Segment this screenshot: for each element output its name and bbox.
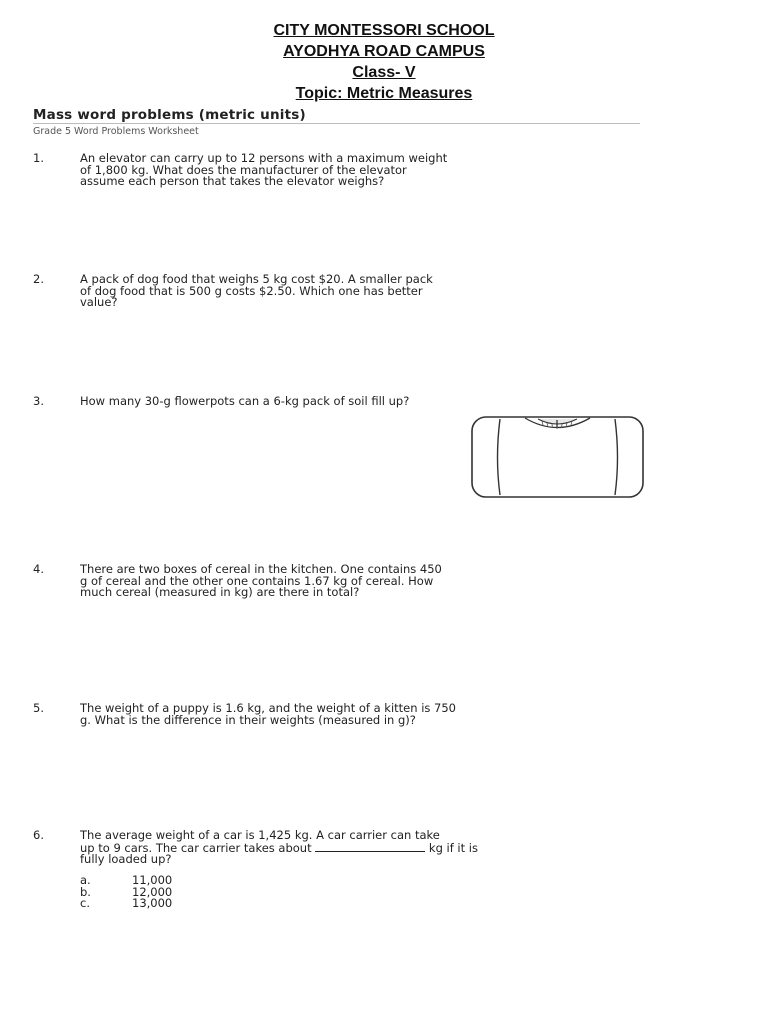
bathroom-scale-icon — [470, 415, 645, 499]
question-number: 3. — [33, 394, 44, 408]
question-text — [80, 396, 690, 408]
question-line-start: up to 9 cars. The car carrier takes about — [80, 840, 312, 855]
question-text — [80, 274, 690, 309]
question-number: 1. — [33, 151, 44, 165]
question-text — [80, 564, 690, 599]
question-line: An elevator can carry up to 12 persons with a maximum weight — [80, 151, 448, 165]
question-line: value? — [80, 295, 118, 309]
option-value: 12,000 — [132, 884, 173, 899]
answer-blank[interactable] — [315, 842, 425, 852]
worksheet-title: Mass word problems (metric units) — [33, 107, 306, 123]
document-header — [0, 20, 768, 104]
question-line: of dog food that is 500 g costs $2.50. Which one has better — [80, 283, 423, 298]
question-line: A pack of dog food that weighs 5 kg cost $20. A smaller pack — [80, 272, 433, 286]
question-line: of 1,800 kg. What does the manufacturer of the elevator — [80, 162, 407, 177]
question-line: assume each person that takes the elevator weighs? — [80, 174, 385, 188]
question-line: The weight of a puppy is 1.6 kg, and the weight of a kitten is 750 — [80, 701, 456, 715]
topic-label: Topic: Metric Measures — [295, 85, 473, 102]
option-letter: c. — [80, 896, 90, 910]
school-name: CITY MONTESSORI SCHOOL — [273, 22, 495, 39]
question-number: 5. — [33, 701, 44, 715]
class-label: Class- V — [352, 64, 416, 81]
question-number: 2. — [33, 272, 44, 286]
worksheet-subtitle: Grade 5 Word Problems Worksheet — [33, 126, 199, 137]
question-line: g. What is the difference in their weights (measured in g)? — [80, 712, 416, 727]
question-line: much cereal (measured in kg) are there in total? — [80, 585, 360, 599]
question-text — [80, 830, 690, 866]
question-number: 4. — [33, 562, 44, 576]
question-line — [80, 842, 690, 855]
question-text — [80, 153, 690, 188]
question-number: 6. — [33, 828, 44, 842]
question-text — [80, 703, 690, 726]
campus-name: AYODHYA ROAD CAMPUS — [283, 43, 485, 60]
question-line: g of cereal and the other one contains 1.67 kg of cereal. How — [80, 573, 434, 588]
option-letter: b. — [80, 884, 91, 899]
title-divider — [33, 123, 640, 124]
question-line: There are two boxes of cereal in the kitchen. One contains 450 — [80, 562, 442, 576]
option-value: 13,000 — [132, 896, 173, 910]
question-line-end: kg if it is — [428, 840, 478, 855]
option-value: 11,000 — [132, 873, 173, 887]
question-line: The average weight of a car is 1,425 kg. A car carrier can take — [80, 828, 440, 842]
question-line: How many 30-g flowerpots can a 6-kg pack of soil fill up? — [80, 394, 410, 408]
option-letter: a. — [80, 873, 91, 887]
question-line: fully loaded up? — [80, 852, 172, 866]
